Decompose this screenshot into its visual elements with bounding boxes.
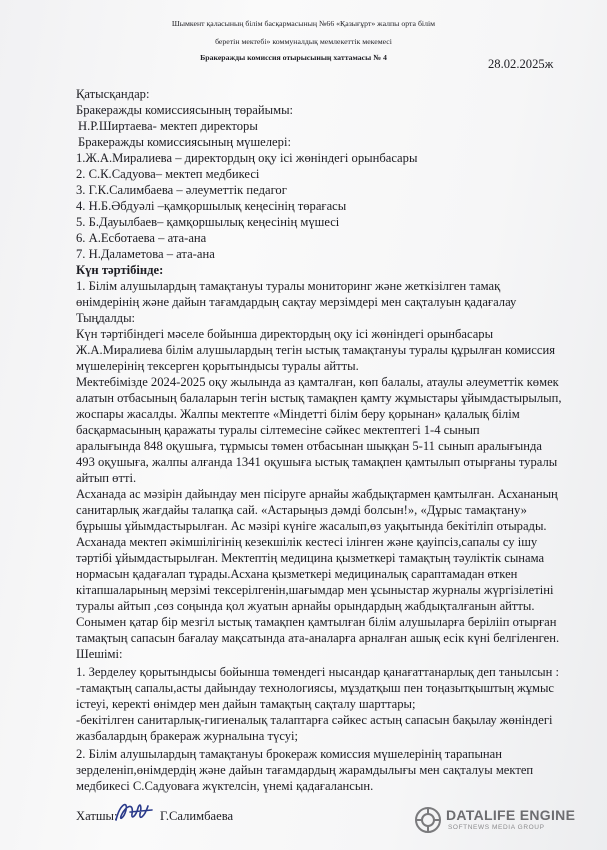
body-text-line: медбикесі С.Садуоваға жүктелсін, үнемі қадағалансын. <box>76 779 374 793</box>
body-text-line: мүшелерінің тексерген қорытындысы туралы айтты. <box>76 359 359 373</box>
decision-heading: Шешімі: <box>76 647 123 661</box>
body-text-line: өнімдерінің және дайын тағамдардың сақтау мерзімдері мен сақталуын қадағалау <box>76 295 517 309</box>
body-text-line: істеуі, керекті өнімдер мен дайын тамақтың сақталу шарттары; <box>76 697 416 711</box>
chair-heading: Бракеражды комиссиясының төрайымы: <box>76 103 294 117</box>
chair-name: Н.Р.Ширтаева- мектеп директоры <box>78 119 258 133</box>
body-text-line: 493 оқушыға, жалпы алғанда 1341 оқушыға ыстық тамақпен қамтылып отырғаны туралы <box>76 455 558 469</box>
body-text-line: 4. Н.Б.Әбдуәлі –қамқоршылық кеңесінің төрағасы <box>76 199 347 213</box>
body-text-line: -бекітілген санитарлық-гигиеналық талаптарға сәйкес астың сапасын бақылау жөніндегі <box>76 713 553 727</box>
body-text-line: санитарлық жағдайы талапқа сай. «Астарыңыз дәмді болсын!», «Дұрыс тамақтану» <box>76 503 527 517</box>
body-text-line: 7. Н.Даламетова – ата-ана <box>76 247 215 261</box>
body-text-line: 1. Білім алушылардың тамақтануы туралы мониторинг және жеткізілген тамақ <box>76 279 501 293</box>
body-text-line: туралы айтып ,сөз соңында қол жуатын арнайы орындардың жабдықталғанын айтты. <box>76 599 535 613</box>
body-text-line: Асханада ас мәзірін дайындау мен пісіруге арнайы жабдықтармен қамтылған. Асхананың <box>76 487 558 501</box>
datalife-watermark <box>414 806 604 836</box>
body-text-line: Асханада мектеп әкімшілігінің кезекшілік кестесі ілінген және қауіпсіз,сапалы су ішу <box>76 535 538 549</box>
heard-heading: Тыңдалды: <box>76 311 136 325</box>
body-text-line: алатын отбасының балаларын тегін ыстық тамақпен қамту жұмыстары ұйымдастырылып, <box>76 391 562 405</box>
document-date: 28.02.2025ж <box>488 57 554 71</box>
body-text-line: жазбалардың бракераж журналына түсуі; <box>76 729 299 743</box>
secretary-name: Г.Салимбаева <box>160 809 234 823</box>
organization-name-line-2: беретін мектебі» коммуналдық мемлекеттік мекемесі <box>215 37 392 46</box>
body-text-line: Мектебімізде 2024-2025 оқу жылында аз қамталған, көп балалы, атаулы әлеуметтік көмек <box>76 375 559 389</box>
watermark-brand: DATALIFE ENGINE <box>446 807 576 823</box>
watermark-tagline: SOFTNEWS MEDIA GROUP <box>448 824 545 831</box>
body-text-line: 3. Г.К.Салимбаева – әлеуметтік педагог <box>76 183 287 197</box>
body-text-line: тәртібі ұйымдастырылған. Мектептің медицина қызметкері тамақтың тәуліктік сынама <box>76 551 545 565</box>
body-text-line: айтып өтті. <box>76 471 137 485</box>
handwritten-signature <box>110 796 156 828</box>
body-text-line: 1.Ж.А.Миралиева – директордың оқу ісі жөніндегі орынбасары <box>76 151 418 165</box>
body-text-line: кітапшаларының мерзімі тексерілгенін,шағымдар мен ұсыныстар журналы жүргізілетіні <box>76 583 554 597</box>
body-text-line: жоспары жасалды. Жалпы мектепте «Міндетті білім беру қорынан» қалалық білім <box>76 407 520 421</box>
members-heading: Бракеражды комиссиясының мүшелері: <box>78 135 291 149</box>
datalife-logo-icon <box>414 806 442 834</box>
agenda-heading: Күн тәртібінде: <box>76 263 164 277</box>
body-text-line: нормасын қадағалап тұрады.Асхана қызметкері медициналық сараптамадан өткен <box>76 567 518 581</box>
participants-heading: Қатысқандар: <box>76 87 150 101</box>
body-text-line: 1. Зерделеу қорытындысы бойынша төмендегі нысандар қанағаттанарлық деп танылсын : <box>76 665 560 679</box>
body-text-line: 2. Білім алушылардың тамақтануы брокераж комиссия мүшелерінің тарапынан <box>76 747 502 761</box>
body-text-line: Ж.А.Миралиева білім алушылардың тегін ыстық тамақтануы туралы құрылған комиссия <box>76 343 555 357</box>
body-text-line: 6. А.Есботаева – ата-ана <box>76 231 207 245</box>
body-text-line: басқармасының қаражаты туралы сілтемесіне сәйкес мектептегі 1-4 сынып <box>76 423 480 437</box>
body-text-line: 2. С.К.Садуова– мектеп медбикесі <box>76 167 260 181</box>
body-text-line: Күн тәртібіндегі мәселе бойынша директордың оқу ісі жөніндегі орынбасары <box>76 327 494 341</box>
body-text-line: -тамақтың сапалы,асты дайындау технологиясы, мұздатқыш пен тоңазытқыштың жұмыс <box>76 681 555 695</box>
organization-name-line-1: Шымкент қаласының білім басқармасының №66 «Қазығұрт» жалпы орта білім <box>171 19 436 28</box>
document-title: Бракеражды комиссия отырысының хаттамасы № 4 <box>200 53 387 62</box>
body-text-line: бұрышы ұйымдастырылған. Ас мәзірі күніге жасалып,өз уақытында бекітіліп отырады. <box>76 519 547 533</box>
body-text-line: 5. Б.Дауылбаев– қамқоршылық кеңесінің мүшесі <box>76 215 340 229</box>
body-text-line: аралығында 848 оқушыға, тұрмысы төмен отбасынан шыққан 5-11 сынып аралығында <box>76 439 542 453</box>
body-text-line: зерделеніп,өнімдердің және дайын тағамдардың жарамдылығы мен сақталуы мектеп <box>76 763 534 777</box>
secretary-label: Хатшы: <box>76 809 118 823</box>
body-text-line: Сонымен қатар бір мезгіл ыстық тамақпен қамтылған білім алушыларға берілііп отырған <box>76 615 557 629</box>
body-text-line: тамақтың сапасын бағалау мақсатында ата-аналарға арналған ашық есік күні белгіленген. <box>76 631 560 645</box>
